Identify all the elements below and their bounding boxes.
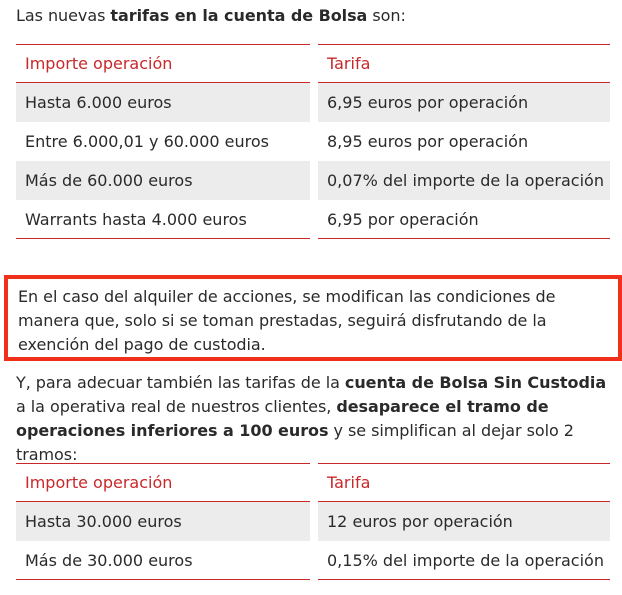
- intro-bold-text: tarifas en la cuenta de Bolsa: [110, 6, 368, 25]
- table-header-row: [16, 463, 610, 502]
- intro-text: Las nuevas: [16, 6, 111, 25]
- table-row: [16, 122, 610, 161]
- header-amount: Importe operación: [16, 463, 310, 502]
- table-row: [16, 502, 610, 541]
- table-row: [16, 161, 610, 200]
- highlight-text: En el caso del alquiler de acciones, se modifican las condiciones de manera que, solo si se toman prestadas, seguirá disfrutando de la exención del pago de custodia.: [18, 287, 556, 354]
- row-fee: 8,95 euros por operación: [327, 132, 529, 151]
- intro-paragraph: [16, 4, 616, 28]
- table-row: [16, 83, 610, 122]
- custody-paragraph: [16, 371, 614, 467]
- row-amount: Más de 30.000 euros: [16, 541, 310, 580]
- header-fee: Tarifa: [318, 463, 610, 502]
- row-fee: 0,15% del importe de la operación: [318, 541, 610, 580]
- table-row: [16, 541, 610, 580]
- highlighted-note: [4, 275, 622, 361]
- row-amount: Entre 6.000,01 y 60.000 euros: [25, 132, 269, 151]
- row-amount: Hasta 30.000 euros: [16, 502, 310, 541]
- row-amount: Warrants hasta 4.000 euros: [16, 200, 310, 239]
- row-fee: 12 euros por operación: [318, 502, 610, 541]
- table-header-row: [16, 44, 610, 83]
- bolsa-fees-table: [16, 44, 610, 239]
- row-amount: Más de 60.000 euros: [16, 161, 310, 200]
- table-row: [16, 200, 610, 239]
- outro-text-3: y se simplifican al dejar solo 2 tramos:: [16, 421, 574, 464]
- row-amount: Hasta 6.000 euros: [16, 83, 310, 122]
- intro-suffix-text: son:: [367, 6, 406, 25]
- sin-custodia-fees-table: [16, 463, 610, 580]
- outro-bold-2: desaparece el tramo de operaciones inferiores a 100 euros: [16, 397, 549, 440]
- row-fee: 0,07% del importe de la operación: [318, 161, 610, 200]
- row-fee: 6,95 euros por operación: [318, 83, 610, 122]
- header-amount: Importe operación: [16, 44, 310, 83]
- header-fee: Tarifa: [318, 44, 610, 83]
- outro-bold-1: cuenta de Bolsa Sin Custodia: [344, 373, 607, 392]
- row-fee: 6,95 por operación: [318, 200, 610, 239]
- outro-text-1: Y, para adecuar también las tarifas de la: [16, 373, 345, 392]
- outro-text-2: a la operativa real de nuestros clientes,: [16, 397, 337, 416]
